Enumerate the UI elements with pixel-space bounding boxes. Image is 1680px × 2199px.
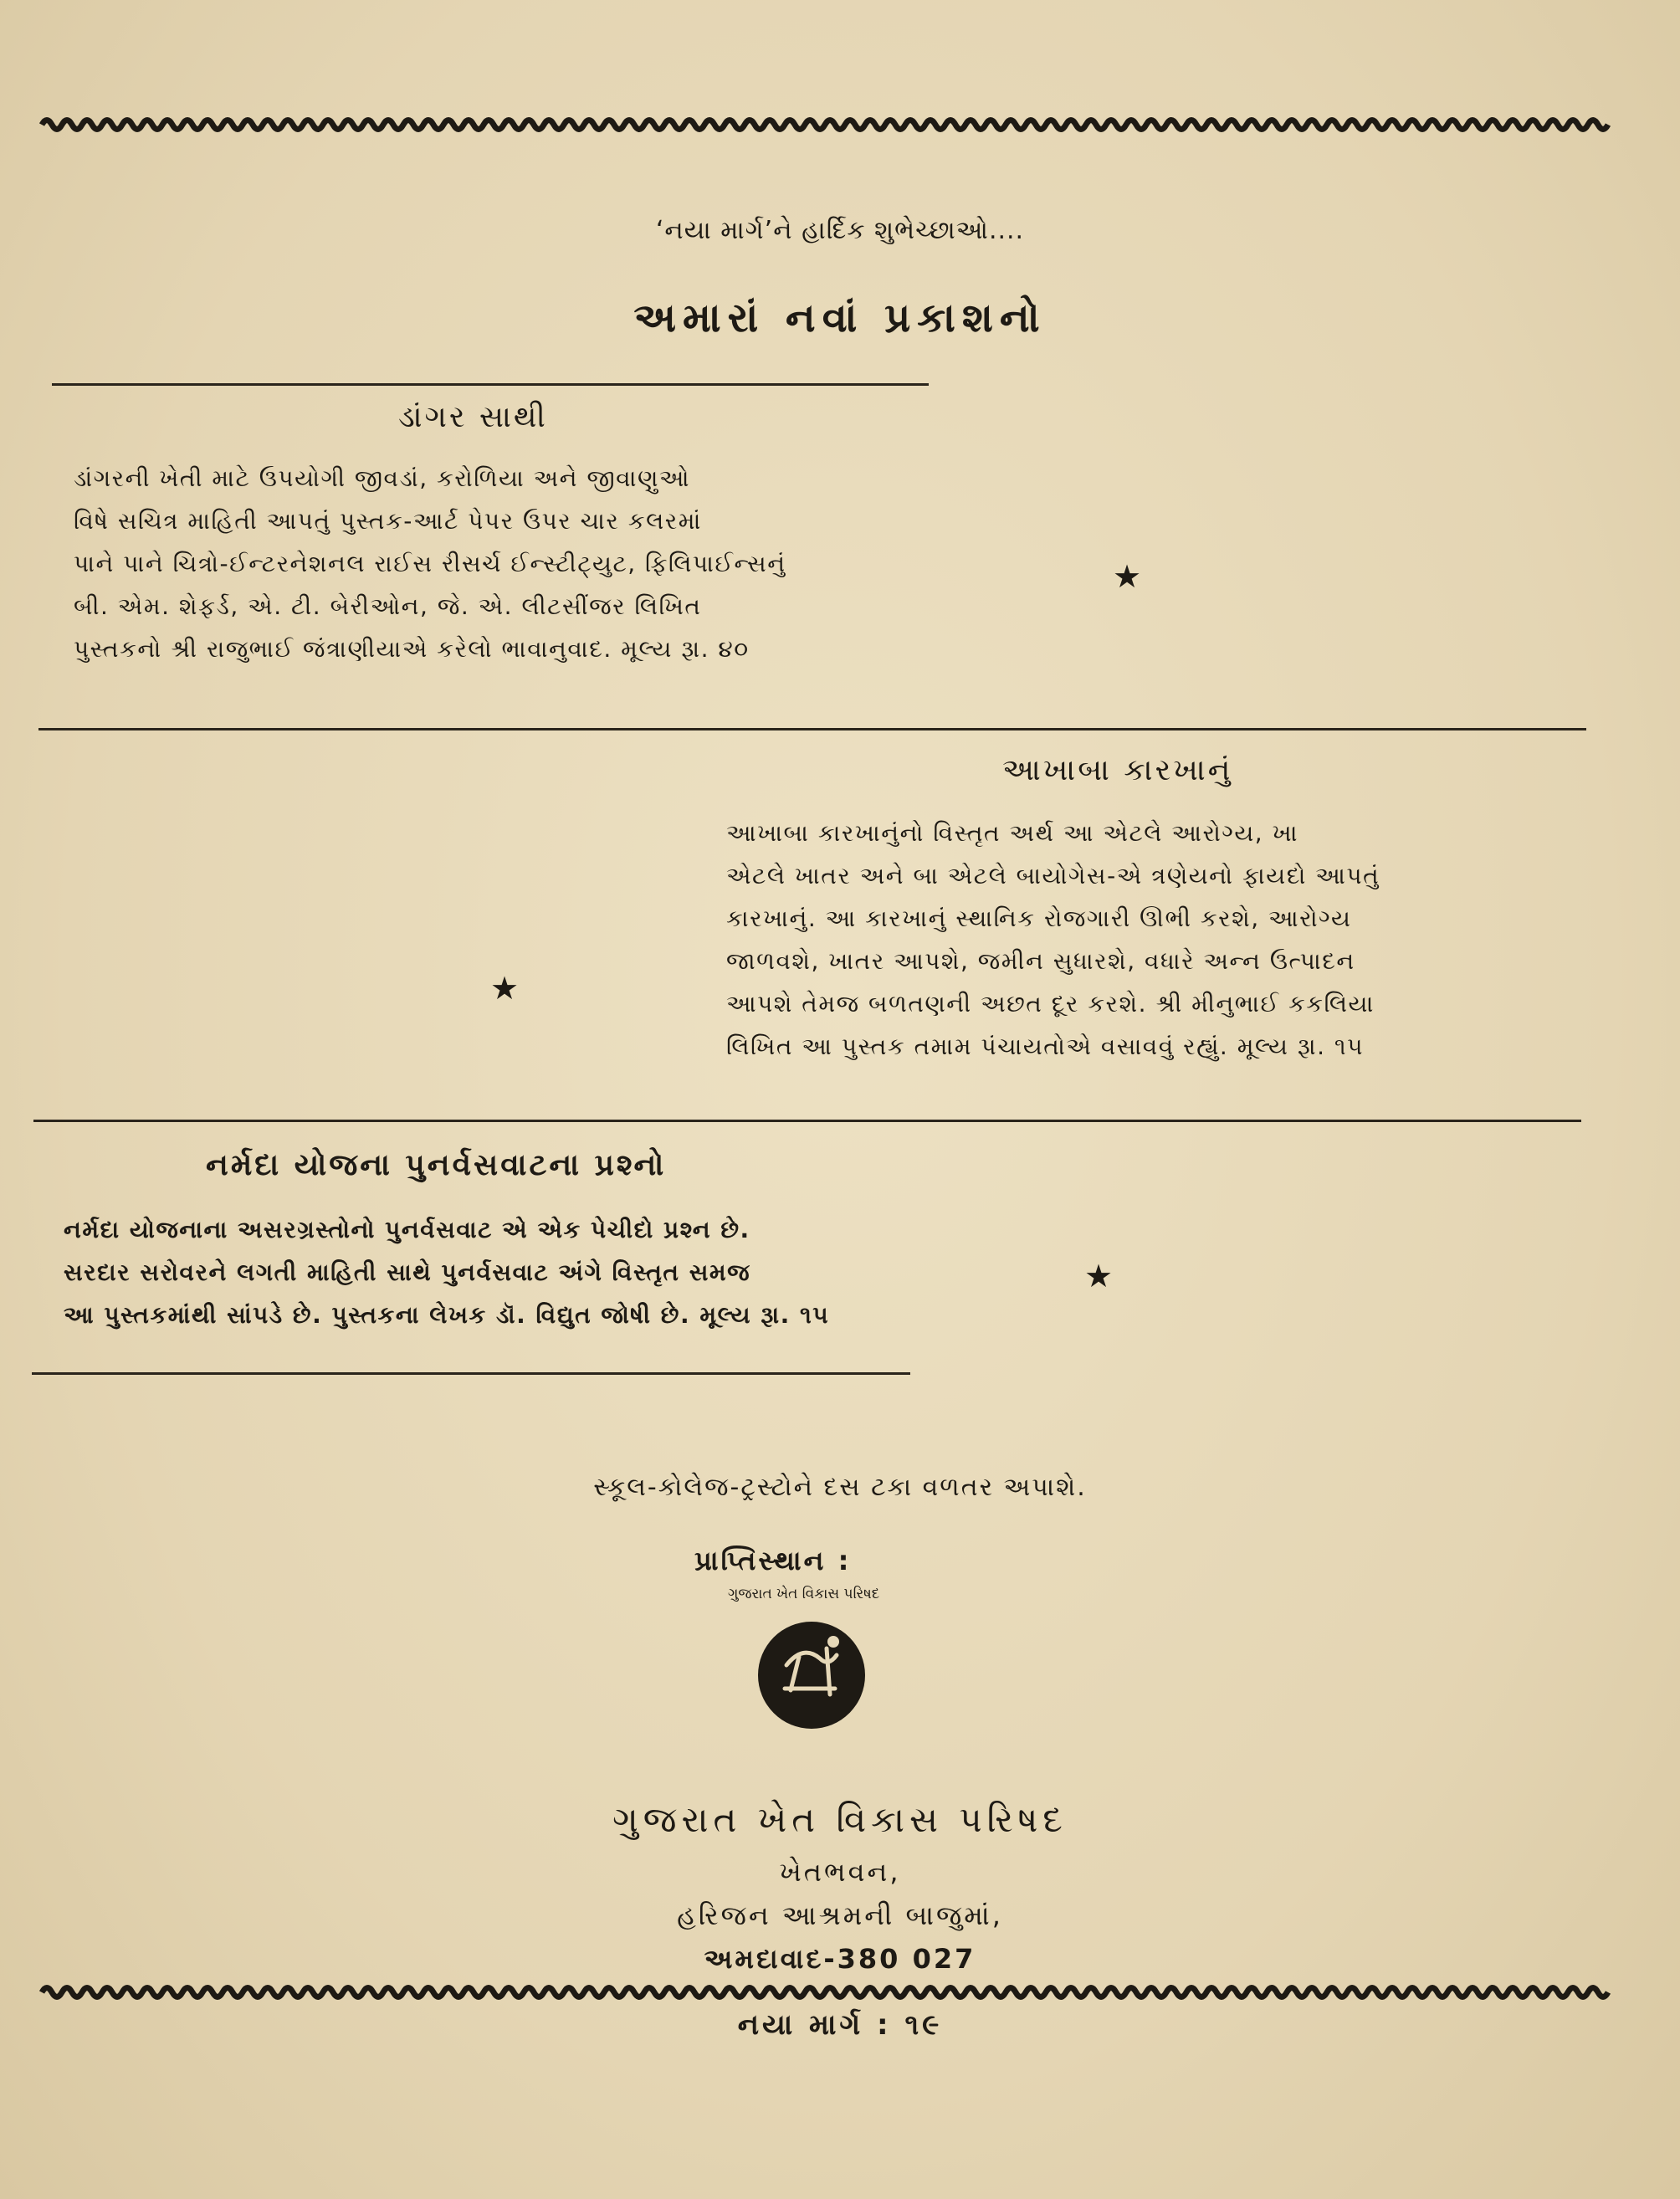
book-title: નર્મદા યોજના પુનર્વસવાટના પ્રશ્નો — [206, 1148, 667, 1182]
book-title: ડાંગર સાથી — [398, 400, 548, 434]
text-line: ડાંગરની ખેતી માટે ઉપયોગી જીવડાં, કરોળિયા અને જીવાણુઓ — [74, 464, 690, 492]
divider-rule — [33, 1120, 1581, 1122]
book-description — [726, 812, 1380, 1068]
text-line: કારખાનું. આ કારખાનું સ્થાનિક રોજગારી ઊભી કરશે, આરોગ્ય — [726, 905, 1352, 932]
publisher-logo — [728, 1586, 895, 1766]
book-description — [74, 457, 786, 670]
discount-note: સ્કૂલ-કોલેજ-ટ્રસ્ટોને દસ ટકા વળતર અપાશે. — [593, 1473, 1087, 1502]
text-line: લિખિત આ પુસ્તક તમામ પંચાયતોએ વસાવવું રહ્યું. મૂલ્ય રૂા. ૧૫ — [726, 1033, 1365, 1060]
page-title: અમારાં નવાં પ્રકાશનો — [633, 295, 1047, 341]
page-footer: નયા માર્ગ : ૧૯ — [737, 2008, 943, 2042]
text-line: બી. એમ. શેફર્ડ, એ. ટી. બેરીઓન, જે. એ. લીટસીંજર લિખિત — [74, 592, 702, 620]
text-line: આપશે તેમજ બળતણની અછત દૂર કરશે. શ્રી મીનુભાઈ કકલિયા — [726, 990, 1375, 1017]
text-line: નર્મદા યોજનાના અસરગ્રસ્તોનો પુનર્વસવાટ એ એક પેચીદો પ્રશ્ન છે. — [64, 1216, 750, 1243]
availability-label: પ્રાપ્તિસ્થાન : — [694, 1545, 852, 1576]
text-line: આખાબા કારખાનુંનો વિસ્તૃત અર્થ આ એટલે આરોગ્ય, ખા — [726, 819, 1298, 847]
star-ornament: ★ — [1084, 1258, 1114, 1294]
logo-ring-text: ગુજરાત ખેત વિકાસ પરિષદ — [728, 1586, 880, 1602]
book-title: આખાબા કારખાનું — [1002, 753, 1233, 787]
divider-rule — [52, 383, 929, 386]
address-line: હરિજન આશ્રમની બાજુમાં, — [677, 1899, 1003, 1931]
text-line: વિષે સચિત્ર માહિતી આપતું પુસ્તક-આર્ટ પેપર ઉપર ચાર કલરમાં — [74, 507, 702, 535]
address-line: અમદાવાદ-380 027 — [704, 1943, 976, 1975]
bottom-wavy-border — [42, 1981, 1590, 2003]
divider-rule — [32, 1372, 910, 1375]
divider-rule — [38, 728, 1586, 730]
greeting-line: ‘નયા માર્ગ’ને હાર્દિક શુભેચ્છાઓ.... — [655, 216, 1025, 245]
text-line: એટલે ખાતર અને બા એટલે બાયોગેસ-એ ત્રણેયનો ફાયદો આપતું — [726, 862, 1380, 889]
text-line: સરદાર સરોવરને લગતી માહિતી સાથે પુનર્વસવાટ અંગે વિસ્તૃત સમજ — [64, 1258, 751, 1286]
text-line: આ પુસ્તકમાંથી સાંપડે છે. પુસ્તકના લેખક ડૉ. વિદ્યુત જોષી છે. મૂલ્ય રૂા. ૧૫ — [64, 1301, 830, 1329]
star-ornament: ★ — [1113, 558, 1142, 595]
address-line: ખેતભવન, — [779, 1856, 901, 1888]
book-description — [64, 1208, 829, 1336]
publisher-name: ગુજરાત ખેત વિકાસ પરિષદ — [612, 1799, 1068, 1840]
top-wavy-border — [42, 114, 1590, 136]
star-ornament: ★ — [490, 970, 520, 1007]
text-line: પાને પાને ચિત્રો-ઈન્ટરનેશનલ રાઈસ રીસર્ચ ઈન્સ્ટીટ્યુટ, ફિલિપાઈન્સનું — [74, 550, 786, 577]
text-line: પુસ્તકનો શ્રી રાજુભાઈ જંત્રાણીયાએ કરેલો ભાવાનુવાદ. મૂલ્ય રૂા. ૪૦ — [74, 635, 750, 663]
text-line: જાળવશે, ખાતર આપશે, જમીન સુધારશે, વધારે અન્ન ઉત્પાદન — [726, 947, 1355, 975]
